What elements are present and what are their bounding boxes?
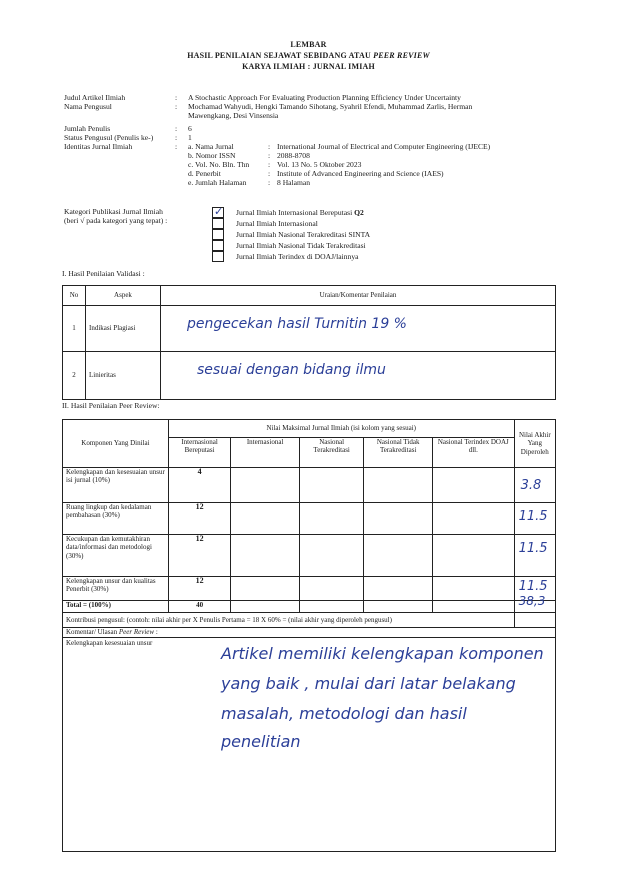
peer-subheader-2: Internasional — [231, 438, 300, 468]
peer-komponen-1: Kelengkapan dan kesesuaian unsur isi jurnal (10%) — [63, 468, 169, 503]
pengusul-label: Nama Pengusul — [64, 102, 112, 111]
validasi-komentar-1-text: pengecekan hasil Turnitin 19 % — [187, 316, 407, 332]
peer-cell-empty — [231, 577, 300, 601]
kategori-option-1 — [236, 208, 364, 217]
journal-sep-b: : — [268, 151, 271, 160]
journal-sep-d: : — [268, 169, 271, 178]
peer-cell-empty — [299, 601, 364, 613]
peer-akhir-1-text: 3.8 — [520, 478, 542, 493]
kategori-label-2: (beri √ pada kategori yang tepat) : — [64, 216, 168, 225]
peer-cell-empty — [231, 535, 300, 577]
validasi-title: I. Hasil Penilaian Validasi : — [62, 269, 145, 278]
validasi-no-1: 1 — [63, 306, 86, 352]
peer-cell-empty — [231, 468, 300, 503]
peer-cell-empty — [299, 577, 364, 601]
peer-komentar-line-1: Artikel memiliki kelengkapan komponen — [221, 644, 544, 663]
peer-cell-empty — [432, 503, 514, 535]
peer-komentar-suffix: : — [154, 628, 158, 636]
table-row — [63, 352, 556, 400]
judul-value: A Stochastic Approach For Evaluating Production Planning Efficiency Under Uncertainty — [188, 93, 461, 102]
peer-komentar-line-3: masalah, metodologi dan hasil — [221, 704, 467, 723]
peer-header-maks: Nilai Maksimal Jurnal Ilmiah (isi kolom yang sesuai) — [168, 420, 514, 438]
journal-value-c: Vol. 13 No. 5 Oktober 2023 — [277, 160, 362, 169]
validasi-komentar-2-text: sesuai dengan bidang ilmu — [197, 362, 386, 378]
identitas-label: Identitas Jurnal Ilmiah — [64, 142, 133, 151]
peer-komentar-body — [63, 638, 556, 852]
kategori-checkbox-2[interactable] — [212, 218, 224, 229]
validasi-no-2: 2 — [63, 352, 86, 400]
form-title-line-1: LEMBAR — [290, 40, 327, 49]
peer-header-komponen: Komponen Yang Dinilai — [63, 420, 169, 468]
journal-value-a: International Journal of Electrical and Computer Engineering (IJECE) — [277, 142, 491, 151]
kategori-option-2: Jurnal Ilmiah Internasional — [236, 219, 318, 228]
peer-subheader-1: Internasional Bereputasi — [168, 438, 231, 468]
peer-cell-empty — [231, 601, 300, 613]
table-row — [63, 306, 556, 352]
judul-label: Judul Artikel Ilmiah — [64, 93, 126, 102]
table-row — [63, 577, 556, 601]
peer-komentar-line-2: yang baik , mulai dari latar belakang — [221, 674, 516, 693]
table-row — [63, 503, 556, 535]
journal-label-a: a. Nama Jurnal — [188, 142, 234, 151]
peer-cell-empty — [432, 577, 514, 601]
peer-cell-empty — [299, 535, 364, 577]
status-sep: : — [175, 133, 178, 142]
peer-total-akhir-text: 38,3 — [518, 594, 546, 608]
kategori-label-1: Kategori Publikasi Jurnal Ilmiah — [64, 207, 163, 216]
kategori-checkbox-5[interactable] — [212, 251, 224, 262]
peer-cell-empty — [432, 535, 514, 577]
peer-cell-empty — [231, 503, 300, 535]
form-title-line-2 — [0, 51, 617, 60]
peer-cell-empty — [299, 503, 364, 535]
peer-komponen-2: Ruang lingkup dan kedalaman pembahasan (30%) — [63, 503, 169, 535]
peer-maks-4: 12 — [168, 577, 231, 601]
validasi-komentar-1 — [161, 306, 556, 352]
peer-total-akhir — [514, 594, 555, 613]
validasi-aspek-1: Indikasi Plagiasi — [86, 306, 161, 352]
peer-cell-empty — [364, 503, 433, 535]
peer-akhir-2-text: 11.5 — [518, 509, 548, 524]
peer-akhir-1 — [514, 468, 555, 503]
peer-table — [62, 419, 556, 852]
peer-komentar-aspek: Kelengkapan kesesuaian unsur — [66, 639, 153, 647]
peer-komentar-header — [63, 628, 556, 638]
peer-cell-empty — [364, 577, 433, 601]
status-label: Status Pengusul (Penulis ke-) — [64, 133, 154, 142]
identitas-sep: : — [175, 142, 178, 151]
kategori-checkbox-1[interactable] — [212, 207, 224, 218]
pengusul-value-1: Mochamad Wahyudi, Hengki Tamando Sihotang, Syahril Efendi, Muhammad Zarlis, Herman — [188, 102, 473, 111]
status-value: 1 — [188, 133, 192, 142]
kategori-option-4: Jurnal Ilmiah Nasional Tidak Terakreditasi — [236, 241, 366, 250]
table-row — [63, 468, 556, 503]
peer-akhir-2 — [514, 503, 555, 535]
peer-subheader-3: Nasional Terakreditasi — [299, 438, 364, 468]
journal-value-b: 2088-8708 — [277, 151, 310, 160]
peer-subheader-4: Nasional Tidak Terakreditasi — [364, 438, 433, 468]
peer-komentar-italic: Peer Review — [118, 628, 155, 636]
journal-value-d: Institute of Advanced Engineering and Science (IAES) — [277, 169, 444, 178]
peer-akhir-4-text: 11.5 — [518, 579, 548, 594]
kategori-option-3: Jurnal Ilmiah Nasional Terakreditasi SINTA — [236, 230, 371, 239]
kategori-option-1-text: Jurnal Ilmiah Internasional Bereputasi — [236, 208, 355, 217]
validasi-header-uraian: Uraian/Komentar Penilaian — [161, 286, 556, 306]
peer-komentar-prefix: Komentar/ Ulasan — [66, 628, 119, 636]
journal-label-c: c. Vol. No. Bln. Thn — [188, 160, 250, 169]
peer-maks-2: 12 — [168, 503, 231, 535]
kategori-option-1-suffix: Q2 — [354, 208, 364, 217]
peer-cell-empty — [364, 601, 433, 613]
journal-sep-a: : — [268, 142, 271, 151]
journal-sep-e: : — [268, 178, 271, 187]
validasi-table — [62, 285, 556, 400]
pengusul-value-2: Mawengkang, Desi Vinsensia — [188, 111, 279, 120]
journal-value-e: 8 Halaman — [277, 178, 311, 187]
peer-kontribusi: Kontribusi pengusul: (contoh: nilai akhir per X Penulis Pertama = 18 X 60% = (nilai akhir yang diperoleh pengusul) — [63, 613, 515, 628]
kategori-checkbox-3[interactable] — [212, 229, 224, 240]
peer-komponen-4: Kelengkapan unsur dan kualitas Penerbit (30%) — [63, 577, 169, 601]
validasi-header-aspek: Aspek — [86, 286, 161, 306]
peer-maks-3: 12 — [168, 535, 231, 577]
peer-header-akhir: Nilai Akhir Yang Diperoleh — [514, 420, 555, 468]
judul-sep: : — [175, 93, 178, 102]
peer-akhir-3-text: 11.5 — [518, 541, 548, 556]
peer-cell-empty — [364, 468, 433, 503]
form-title-line-3: KARYA ILMIAH : JURNAL IMIAH — [242, 62, 375, 71]
pengusul-sep: : — [175, 102, 178, 111]
table-row — [63, 601, 556, 613]
form-title-line-2-italic: PEER REVIEW — [373, 51, 430, 60]
jumlah-value: 6 — [188, 124, 192, 133]
kategori-checkbox-4[interactable] — [212, 240, 224, 251]
peer-maks-1: 4 — [168, 468, 231, 503]
peer-cell-empty — [432, 468, 514, 503]
jumlah-sep: : — [175, 124, 178, 133]
peer-cell-empty — [432, 601, 514, 613]
table-row — [63, 535, 556, 577]
validasi-header-no: No — [63, 286, 86, 306]
validasi-komentar-2 — [161, 352, 556, 400]
journal-label-d: d. Penerbit — [188, 169, 221, 178]
journal-sep-c: : — [268, 160, 271, 169]
kategori-option-5: Jurnal Ilmiah Terindex di DOAJ/lainnya — [236, 252, 359, 261]
peer-komponen-3: Kecukupan dan kemutakhiran data/informasi dan metodologi (30%) — [63, 535, 169, 577]
peer-total-maks: 40 — [168, 601, 231, 613]
peer-title: II. Hasil Penilaian Peer Review: — [62, 401, 160, 410]
peer-total-label: Total = (100%) — [63, 601, 169, 613]
peer-subheader-5: Nasional Terindex DOAJ dll. — [432, 438, 514, 468]
check-mark-icon: ✓ — [214, 206, 224, 218]
peer-cell-empty — [299, 468, 364, 503]
jumlah-label: Jumlah Penulis — [64, 124, 111, 133]
peer-akhir-3 — [514, 535, 555, 577]
form-title-line-2-text: HASIL PENILAIAN SEJAWAT SEBIDANG ATAU — [187, 51, 374, 60]
peer-komentar-line-4: penelitian — [221, 732, 301, 751]
journal-label-b: b. Nomor ISSN — [188, 151, 236, 160]
validasi-aspek-2: Linieritas — [86, 352, 161, 400]
peer-cell-empty — [514, 613, 555, 628]
peer-cell-empty — [364, 535, 433, 577]
journal-label-e: e. Jumlah Halaman — [188, 178, 247, 187]
